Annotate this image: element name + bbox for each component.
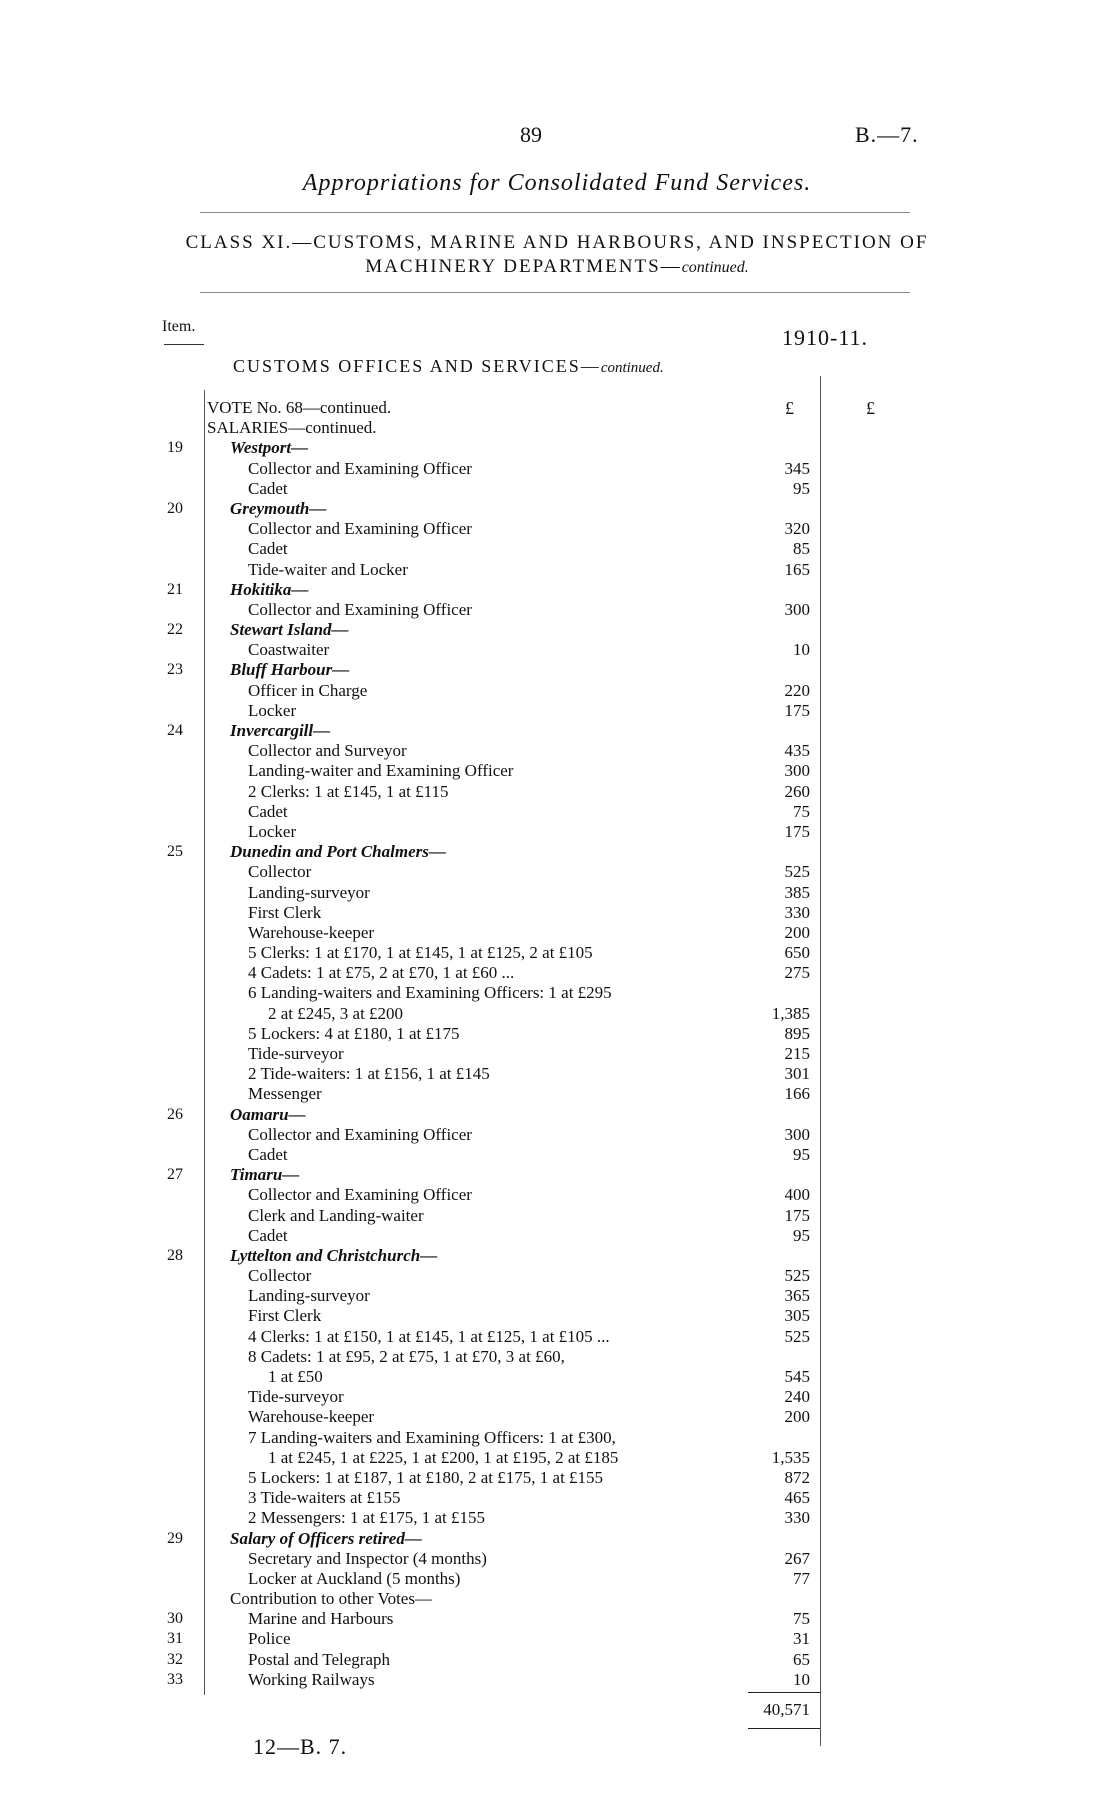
table-row: [0, 539, 1114, 559]
row-amount: 10: [793, 640, 810, 660]
row-amount: 400: [784, 1185, 810, 1205]
table-row: [0, 620, 1114, 640]
table-row: [0, 1407, 1114, 1427]
item-column-header: Item.: [162, 318, 196, 335]
footer-signature: 12—B. 7.: [253, 1734, 348, 1759]
page-heading: Appropriations for Consolidated Fund Services.: [302, 170, 812, 196]
table-row: [0, 1105, 1114, 1125]
row-description: Tide-waiter and Locker: [248, 559, 408, 579]
row-amount: 267: [784, 1548, 810, 1568]
table-row: [0, 903, 1114, 923]
row-description: First Clerk: [248, 902, 322, 922]
table-row: [0, 883, 1114, 903]
row-amount: 10: [793, 1669, 810, 1689]
table-row: [0, 1549, 1114, 1569]
row-description: Cadet: [248, 801, 288, 821]
row-amount: 1,535: [771, 1447, 810, 1467]
item-number: 32: [167, 1650, 183, 1668]
row-description: 5 Clerks: 1 at £170, 1 at £145, 1 at £125, 2 at £105: [248, 943, 593, 963]
table-row: [0, 1226, 1114, 1246]
table-row: [0, 923, 1114, 943]
row-amount: 166: [784, 1084, 810, 1104]
row-description: Collector and Surveyor: [248, 741, 407, 761]
table-row: [0, 1609, 1114, 1629]
row-amount: 31: [793, 1629, 810, 1649]
page-number: 89: [520, 122, 542, 147]
table-row: [0, 842, 1114, 862]
row-amount: 95: [793, 1225, 810, 1245]
row-description: Landing-surveyor: [248, 882, 370, 902]
row-description: Locker at Auckland (5 months): [248, 1568, 461, 1588]
table-row: [0, 1064, 1114, 1084]
row-description: Collector and Examining Officer: [248, 599, 472, 619]
row-amount: 77: [793, 1568, 810, 1588]
row-description: Locker: [248, 821, 297, 841]
table-row: [0, 1165, 1114, 1185]
item-number: 25: [167, 843, 183, 861]
row-description: First Clerk: [248, 1306, 322, 1326]
row-description: Stewart Island—: [230, 620, 349, 640]
class-title-line2-italic: continued.: [681, 259, 749, 276]
row-description: Coastwaiter: [248, 640, 330, 660]
row-amount: 1,385: [771, 1003, 810, 1023]
table-row: [0, 459, 1114, 479]
item-number: 31: [167, 1630, 183, 1648]
row-amount: 320: [784, 519, 810, 539]
row-description: Westport—: [230, 438, 309, 458]
item-number: 20: [167, 499, 183, 517]
row-description: 6 Landing-waiters and Examining Officers: 1 at £295: [248, 983, 612, 1003]
table-row: [0, 1367, 1114, 1387]
row-description: Cadet: [248, 478, 288, 498]
table-row: [0, 761, 1114, 781]
row-amount: 95: [793, 478, 810, 498]
row-description: Dunedin and Port Chalmers—: [230, 842, 446, 862]
item-number: 19: [167, 439, 183, 457]
row-amount: 301: [784, 1064, 810, 1084]
row-description: Landing-surveyor: [248, 1286, 370, 1306]
table-row: [0, 741, 1114, 761]
table-row: [0, 1428, 1114, 1448]
row-description: VOTE No. 68—continued.: [207, 398, 392, 417]
row-description: Timaru—: [230, 1165, 300, 1185]
row-amount: 435: [784, 741, 810, 761]
table-row: [0, 1488, 1114, 1508]
row-amount: 275: [784, 963, 810, 983]
table-row: [0, 681, 1114, 701]
row-amount: 65: [793, 1649, 810, 1669]
row-description: Tide-surveyor: [248, 1387, 344, 1407]
table-row: [0, 660, 1114, 680]
table-row: [0, 519, 1114, 539]
item-header-underline: [164, 344, 204, 345]
row-description: 5 Lockers: 1 at £187, 1 at £180, 2 at £175, 1 at £155: [248, 1467, 604, 1487]
table-row: [0, 1125, 1114, 1145]
row-description: Messenger: [248, 1084, 322, 1104]
table-row: [0, 600, 1114, 620]
table-row: [0, 822, 1114, 842]
table-row: [0, 1650, 1114, 1670]
row-description: Collector and Examining Officer: [248, 458, 472, 478]
row-description: Lyttelton and Christchurch—: [230, 1245, 438, 1265]
item-number: 24: [167, 722, 183, 739]
row-description: 5 Lockers: 4 at £180, 1 at £175: [248, 1023, 460, 1043]
row-description: 2 at £245, 3 at £200: [268, 1003, 404, 1023]
table-row: [0, 1145, 1114, 1165]
table-row: [0, 1327, 1114, 1347]
table-row: [0, 943, 1114, 963]
table-row: [0, 499, 1114, 519]
row-amount: 305: [784, 1306, 810, 1326]
row-amount: 525: [784, 862, 810, 882]
row-description: 2 Clerks: 1 at £145, 1 at £115: [248, 781, 449, 801]
row-description: Locker: [248, 700, 297, 720]
table-row: [0, 802, 1114, 822]
row-amount: 85: [793, 539, 810, 559]
table-row: [0, 963, 1114, 983]
table-row: [0, 438, 1114, 458]
row-amount: 95: [793, 1144, 810, 1164]
table-row: [0, 721, 1114, 741]
appropriation-table: [0, 398, 1114, 1690]
section-title-text: CUSTOMS OFFICES AND SERVICES—: [233, 356, 601, 376]
row-description: Oamaru—: [230, 1104, 306, 1124]
table-row: [0, 1206, 1114, 1226]
table-row: [0, 1347, 1114, 1367]
table-row: [0, 1529, 1114, 1549]
currency-header-total: £: [866, 398, 875, 418]
row-amount: 300: [784, 1124, 810, 1144]
table-row: [0, 1044, 1114, 1064]
table-row: [0, 1569, 1114, 1589]
section-title-italic: continued.: [600, 360, 664, 376]
row-amount: 215: [784, 1044, 810, 1063]
row-description: Bluff Harbour—: [230, 660, 350, 680]
row-amount: 260: [784, 781, 810, 801]
table-row: [0, 1246, 1114, 1266]
row-description: Secretary and Inspector (4 months): [248, 1548, 487, 1568]
row-description: Hokitika—: [230, 579, 309, 599]
row-amount: 895: [784, 1023, 810, 1043]
table-row: [0, 1670, 1114, 1690]
row-description: Contribution to other Votes—: [230, 1589, 432, 1609]
row-description: Collector and Examining Officer: [248, 1185, 472, 1205]
row-amount: 345: [784, 458, 810, 478]
row-amount: 465: [784, 1488, 810, 1508]
table-row: [0, 398, 1114, 418]
row-description: Invercargill—: [230, 721, 331, 740]
row-amount: 330: [784, 902, 810, 922]
table-row: [0, 560, 1114, 580]
row-amount: 872: [784, 1467, 810, 1487]
row-amount: 175: [784, 1205, 810, 1225]
divider-top: [200, 212, 910, 213]
row-description: 3 Tide-waiters at £155: [248, 1488, 401, 1508]
year-header: 1910-11.: [782, 325, 869, 350]
divider-mid: [200, 292, 910, 293]
table-row: [0, 983, 1114, 1003]
total-amount: 40,571: [763, 1700, 810, 1719]
item-number: 21: [167, 580, 183, 598]
row-amount: 300: [784, 599, 810, 619]
row-amount: 200: [784, 1407, 810, 1427]
row-description: Postal and Telegraph: [248, 1649, 391, 1669]
row-description: Collector: [248, 862, 312, 882]
row-description: Warehouse-keeper: [248, 1407, 375, 1427]
item-number: 28: [167, 1246, 183, 1264]
row-description: Warehouse-keeper: [248, 922, 375, 942]
row-amount: 240: [784, 1387, 810, 1407]
table-row: [0, 1084, 1114, 1104]
document-reference: B.—7.: [855, 122, 919, 147]
row-amount: 525: [784, 1266, 810, 1286]
table-row: [0, 1024, 1114, 1044]
row-description: Salary of Officers retired—: [230, 1528, 422, 1548]
row-description: Marine and Harbours: [248, 1609, 394, 1629]
row-amount: 385: [784, 882, 810, 902]
row-amount: 365: [784, 1286, 810, 1306]
table-row: [0, 1266, 1114, 1286]
table-row: [0, 701, 1114, 721]
row-description: Greymouth—: [230, 498, 327, 518]
item-number: 27: [167, 1166, 183, 1184]
row-description: Tide-surveyor: [248, 1044, 344, 1063]
row-description: Working Railways: [248, 1669, 375, 1689]
row-amount: 330: [784, 1508, 810, 1528]
item-number: 33: [167, 1670, 183, 1688]
item-number: 30: [167, 1610, 183, 1628]
total-rule-bottom: [748, 1728, 820, 1729]
table-row: [0, 782, 1114, 802]
table-row: [0, 1185, 1114, 1205]
total-rule-top: [748, 1692, 820, 1693]
row-description: 2 Messengers: 1 at £175, 1 at £155: [248, 1508, 486, 1528]
item-number: 22: [167, 621, 183, 639]
table-row: [0, 418, 1114, 438]
table-row: [0, 1468, 1114, 1488]
row-description: Landing-waiter and Examining Officer: [248, 761, 514, 781]
currency-header-detail: £: [785, 398, 794, 418]
row-amount: 175: [784, 700, 810, 720]
row-amount: 75: [793, 801, 810, 821]
table-row: [0, 640, 1114, 660]
row-description: Collector and Examining Officer: [248, 519, 472, 539]
class-title-line2-text: MACHINERY DEPARTMENTS—: [365, 256, 682, 277]
row-description: Clerk and Landing-waiter: [248, 1205, 424, 1225]
table-row: [0, 1387, 1114, 1407]
table-row: [0, 1004, 1114, 1024]
row-description: Collector: [248, 1266, 312, 1286]
row-description: 4 Clerks: 1 at £150, 1 at £145, 1 at £125, 1 at £105 ...: [248, 1326, 610, 1346]
table-row: [0, 1629, 1114, 1649]
item-number: 23: [167, 661, 183, 679]
row-amount: 650: [784, 943, 810, 963]
item-number: 26: [167, 1105, 183, 1123]
row-description: 1 at £50: [268, 1367, 323, 1386]
table-row: [0, 479, 1114, 499]
section-title: [233, 356, 664, 377]
row-description: Cadet: [248, 1144, 288, 1164]
table-row: [0, 1286, 1114, 1306]
row-amount: 175: [784, 821, 810, 841]
row-description: Cadet: [248, 1225, 288, 1245]
row-description: Officer in Charge: [248, 680, 368, 700]
row-amount: 200: [784, 922, 810, 942]
row-description: Collector and Examining Officer: [248, 1124, 472, 1144]
row-amount: 545: [784, 1367, 810, 1386]
row-amount: 220: [784, 680, 810, 700]
row-description: 1 at £245, 1 at £225, 1 at £200, 1 at £195, 2 at £185: [268, 1447, 619, 1467]
row-amount: 525: [784, 1326, 810, 1346]
row-description: 8 Cadets: 1 at £95, 2 at £75, 1 at £70, 3 at £60,: [248, 1346, 565, 1366]
table-row: [0, 1306, 1114, 1326]
table-row: [0, 862, 1114, 882]
row-description: 2 Tide-waiters: 1 at £156, 1 at £145: [248, 1064, 490, 1084]
class-title-line1: CLASS XI.—CUSTOMS, MARINE AND HARBOURS, AND INSPECTION OF: [185, 232, 929, 253]
row-description: Police: [248, 1629, 291, 1649]
table-row: [0, 1589, 1114, 1609]
table-row: [0, 1448, 1114, 1468]
row-description: SALARIES—continued.: [207, 418, 377, 438]
class-title-line2: [0, 256, 1114, 278]
table-row: [0, 580, 1114, 600]
table-row: [0, 1508, 1114, 1528]
row-description: Cadet: [248, 539, 288, 559]
row-description: 7 Landing-waiters and Examining Officers: 1 at £300,: [248, 1427, 616, 1447]
row-amount: 75: [793, 1609, 810, 1629]
row-amount: 300: [784, 761, 810, 781]
row-description: 4 Cadets: 1 at £75, 2 at £70, 1 at £60 ...: [248, 963, 515, 983]
item-number: 29: [167, 1529, 183, 1547]
row-amount: 165: [784, 559, 810, 579]
